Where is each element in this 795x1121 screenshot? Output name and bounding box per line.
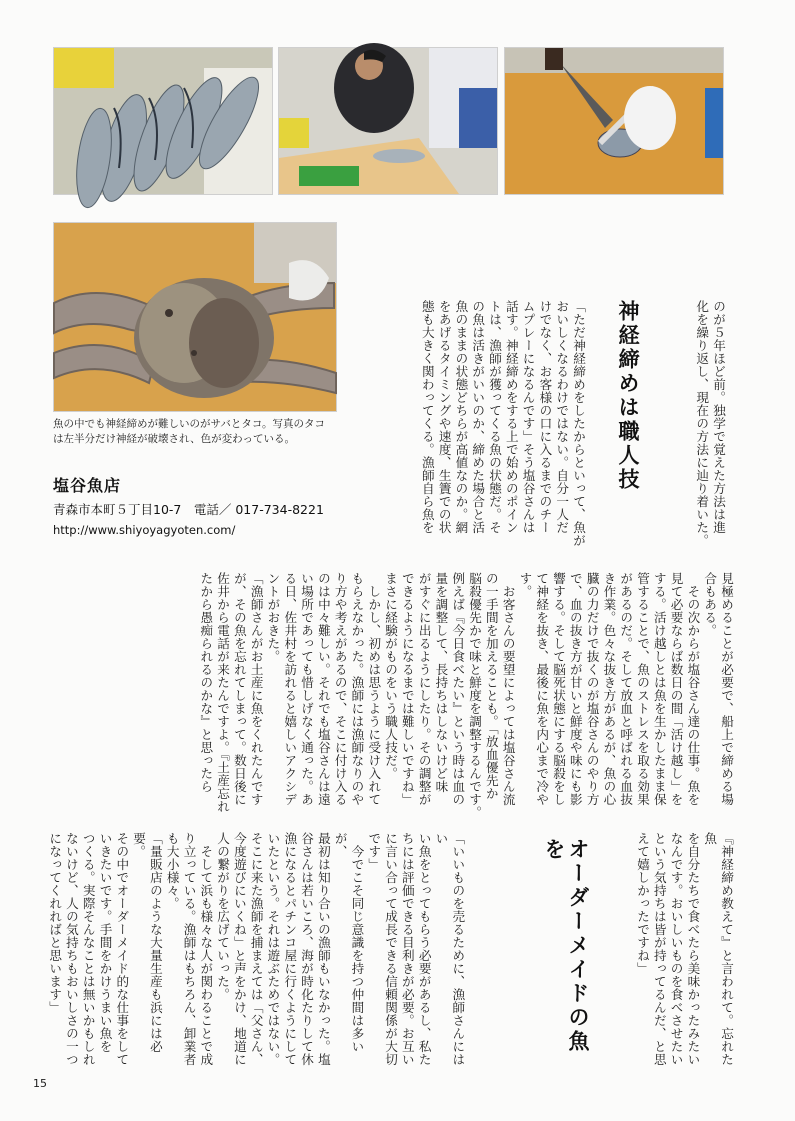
top-text-col1: のが５年ほど前。独学で覚えた方法は進 化を繰り返し、現在の方法に辿り着いた。: [694, 300, 726, 547]
bottom-text-col1: 見極めることが必要で、船上で締める場 合もある。 その次からが塩谷さん達の仕事。魚を 見て必要ならば数日の間「活け越し」を する。活け越しとは魚を生かしたまま保 管することで、魚のストレスを取る効果 があるのだ。そして放血と呼ばれる血抜 き作業。色々な抜き方があるが、魚の心 臓の力だけで抜くのが塩谷さんのやり方 で、血の抜き方が甘いと鮮度や味にも影 響する。そして脳死状態にする脳殺をし て神経を抜き、最後に魚を内心まで冷や す。 お客さんの要望によっては塩谷さん流 の一手間を加えることも。「放血優先か 脳殺優先かで味と鮮度を調整するんです。 例えば『今日食べたい』という時は血の 量を調整して、長持ちはしないけど味 がすぐに出るようにしたり。その調整が できるようになるまでは難しいですね」 まさに経験がものをいう職人技だ。 しかし、初めは思うように受け入れて もらえなかった。漁師には漁師なりのや り方や考えがあるので、そこに付け入る のは中々難しい。それでも塩谷さんは遠 い場所であっても惜しげなく通った。あ る日、佐井村を訪れると嬉しいアクシデ ントがおきた。 「漁師さんがお土産に魚をくれたんです が、その魚を忘れてしまって。数日後に 佐井から電話が来たんですよ。『土産忘れ たから愚痴られるのかな』と思ったら: [198, 572, 734, 819]
section2-heading: オーダーメイドの魚を: [542, 838, 590, 1054]
shop-address: 青森市本町５丁目10-7 電話／ 017-734-8221: [53, 502, 324, 517]
photo-caption: 魚の中でも神経締めが難しいのがサバとタコ。写真のタコは左半分だけ神経が破壊され、色が変わっている。: [53, 418, 325, 445]
knife-photo: [504, 47, 724, 195]
page-number: 15: [33, 1077, 47, 1090]
bottom-text-col2: 『神経締め教えて』と言われて。忘れた魚 を自分たちで食べたら美味かったみたい なんです。おいしいものを食べさせたい という気持ちは皆が持ってるんだ、と思 えて嬉しかったですね」 「いいものを売るために、漁師さんにはい い魚をとってもらう必要があるし、私た ちには評価できる目利きが必要。お互い に言い合って成長できる信頼関係が大切 です」 今でこそ同じ意識を持つ仲間は多いが、 最初は知り合いの漁師もいなかった。塩 谷さんは若いころ、海が時化たりして休 漁になるとパチンコ屋に行くようにして いたという。それは遊ぶためではない。 そこに来た漁師を捕まえては「父さん、 今度遊びにいくね」と声をかけ、地道に 人の繋がりを広げていった。 そして浜も様々な人が関わることで成 り立っている。漁師はもちろん、卸業者 も大小様々。 「量販店のような大量生産も浜には必要。 その中でオーダーメイド的な仕事をして いきたいです。手間をかけうまい魚を つくる。実際そんなことは無いかもしれ ないけど、人の気持ちもおいしさの一つ になってくれればと思います」: [47, 832, 734, 1066]
shop-name: 塩谷魚店: [53, 476, 122, 495]
top-text-col2: 「ただ神経締めをしたからといって、魚が おいしくなるわけではない。自分一人だ けでなく、お客様の口に入るまでのチー ムプレーになるんです」そう塩谷さんは 話す。神経締めをする上で始めのポイン トは、漁師が獲ってくる魚の状態だ。そ の魚は活きがいいのか、締めた場合と活 魚のままの状態どちらが高値なのか。網 をあげるタイミングや速度、生簀での状 態も大きく関わってくる。漁師自ら魚を: [419, 300, 586, 547]
mackerel-photo: [53, 47, 273, 195]
shop-info: [53, 473, 353, 537]
shop-url[interactable]: http://www.shiyoyagyoten.com/: [53, 523, 236, 537]
octopus-photo: [53, 222, 337, 412]
section1-heading: 神経締めは職人技: [616, 300, 640, 492]
chef-photo: [278, 47, 498, 195]
